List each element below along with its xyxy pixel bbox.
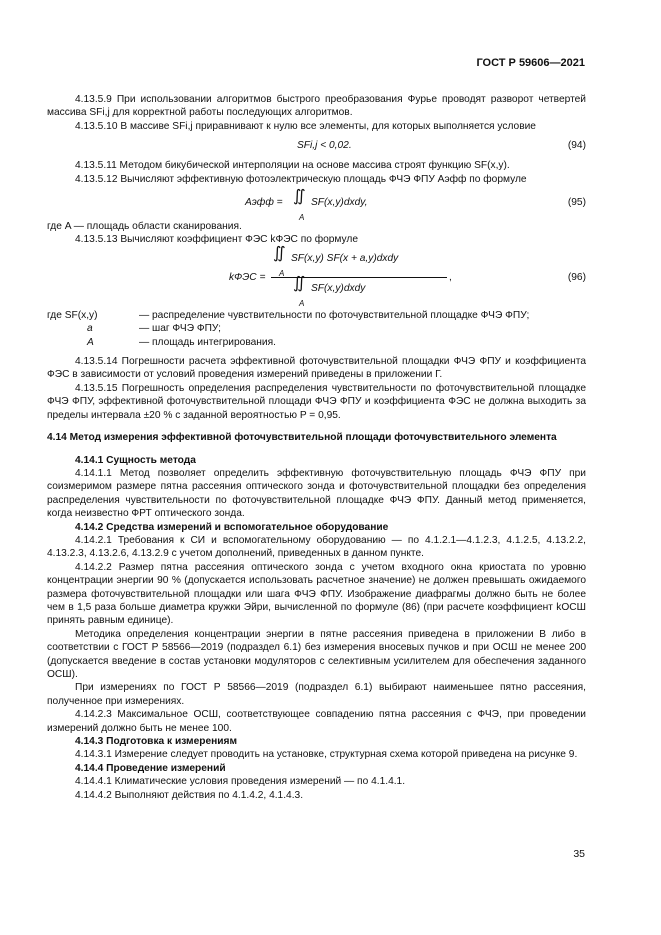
formula-95-body: SF(x,y)dxdy, <box>311 197 368 209</box>
paragraph-4-14-4-2: 4.14.4.2 Выполняют действия по 4.1.4.2, 4.1.4.3. <box>75 789 304 801</box>
paragraph-4-13-5-9: 4.13.5.9 При использовании алгоритмов быстрого преобразования Фурье проводят разворот четвертей массива SFi,j для корректной работы последующих алгоритмов. <box>47 94 586 119</box>
subsection-heading-4-14-4: 4.14.4 Проведение измерений <box>75 762 226 774</box>
where-list-item <box>47 336 586 349</box>
formula-96-number: (96) <box>567 271 586 283</box>
section-heading-4-14: 4.14 Метод измерения эффективной фоточувствительной площади фоточувствительного элемента <box>47 432 557 444</box>
subsection-heading-4-14-3: 4.14.3 Подготовка к измерениям <box>75 736 238 748</box>
formula-95-integral: ∬ <box>293 188 306 206</box>
where-list-item <box>47 309 586 322</box>
where-symbol: a <box>87 323 93 335</box>
formula-96-limit-top: A <box>279 268 285 278</box>
formula-96-integral-bottom: ∬ <box>293 274 306 292</box>
where-list-item <box>47 322 586 335</box>
formula-95-lhs: Aэфф = <box>245 197 283 209</box>
where-text: — распределение чувствительности по фоточувствительной площадке ФЧЭ ФПУ; <box>139 309 530 321</box>
subsection-heading-4-14-1: 4.14.1 Сущность метода <box>75 454 196 466</box>
formula-95-limit: A <box>299 213 305 223</box>
paragraph-gost: При измерениях по ГОСТ Р 58566—2019 (подраздел 6.1) выбирают наименьшее пятно рассеяния, полученное при измерениях. <box>47 682 586 707</box>
paragraph-4-14-3-1: 4.14.3.1 Измерение следует проводить на установке, структурная схема которой приведена на рисунке 9. <box>75 749 578 761</box>
formula-96-comma: , <box>449 271 452 283</box>
where-a-area: где A — площадь области сканирования. <box>47 221 242 233</box>
paragraph-4-14-1-1: 4.14.1.1 Метод позволяет определить эффективную фоточувствительную площадь ФЧЭ ФПУ при соизмеримом размере пятна рассеяния оптического зонда и фоточувствительной площадки без определения распределения чувствительности по фоточувствительной площадке ФЧЭ ФПУ. Данный метод применяется, когда неизвестно ФРТ оптического зонда. <box>47 467 586 520</box>
paragraph-4-13-5-11: 4.13.5.11 Методом бикубической интерполяции на основе массива строят функцию SF(x,y). <box>75 160 510 172</box>
formula-96-limit-bottom: A <box>299 298 305 308</box>
paragraph-4-13-5-13: 4.13.5.13 Вычисляют коэффициент ФЭС kФЭС по формуле <box>75 234 359 246</box>
paragraph-4-14-2-2: 4.14.2.2 Размер пятна рассеяния оптического зонда с учетом входного окна криостата по уровню концентрации энергии 90 % (допускается использовать расчетное значение) не должен превышать ожидаемого размера фоточувствительной площадки или шага ФЧЭ ФПУ. Изображение диафрагмы должно быть не более чем в 1,5 раза больше диаметра кружки Эйри, вычисленной по формуле (86) (при расчете коэффициент kОСШ принять равным единице). <box>47 561 586 627</box>
paragraph-4-14-4-1: 4.14.4.1 Климатические условия проведения измерений — по 4.1.4.1. <box>75 776 406 788</box>
formula-94 <box>47 133 586 159</box>
subsection-heading-4-14-2: 4.14.2 Средства измерений и вспомогательное оборудование <box>75 521 389 533</box>
paragraph-4-13-5-14: 4.13.5.14 Погрешности расчета эффективной фоточувствительной площадки ФЧЭ ФПУ и коэффициента ФЭС в зависимости от условий проведения измерений приведены в приложении Г. <box>47 356 586 381</box>
page-number: 35 <box>573 848 585 860</box>
formula-94-expr: SFi,j < 0,02. <box>297 140 352 152</box>
formula-96 <box>47 244 586 309</box>
formula-95 <box>47 186 586 223</box>
formula-95-number: (95) <box>567 197 586 209</box>
formula-96-numerator: SF(x,y) SF(x + a,y)dxdy <box>291 252 399 264</box>
where-text: — площадь интегрирования. <box>139 336 276 348</box>
where-symbol: где SF(x,y) <box>47 309 98 321</box>
formula-96-integral-top: ∬ <box>273 244 286 262</box>
formula-96-denominator: SF(x,y)dxdy <box>311 282 366 294</box>
paragraph-4-13-5-10: 4.13.5.10 В массиве SFi,j приравнивают к нулю все элементы, для которых выполняется условие <box>75 120 536 132</box>
document-id: ГОСТ Р 59606—2021 <box>476 57 585 69</box>
paragraph-4-14-2-3: 4.14.2.3 Максимальное ОСШ, соответствующее совпадению пятна рассеяния с ФЧЭ, при проведении измерений должно быть не менее 100. <box>47 709 586 734</box>
paragraph-4-13-5-15: 4.13.5.15 Погрешность определения распределения чувствительности по фоточувствительной площадке ФЧЭ ФПУ, эффективной фоточувствительной площади ФЧЭ ФПУ и коэффициента ФЭС не должна выходить за пределы интервала ±20 % с заданной вероятностью P = 0,95. <box>47 382 586 421</box>
where-symbol: A <box>87 336 94 348</box>
formula-96-lhs: kФЭС = <box>229 271 266 283</box>
formula-94-number: (94) <box>567 140 586 152</box>
page-body <box>47 93 586 802</box>
paragraph-4-13-5-12: 4.13.5.12 Вычисляют эффективную фотоэлектрическую площадь ФЧЭ ФПУ Aэфф по формуле <box>75 173 527 185</box>
where-text: — шаг ФЧЭ ФПУ; <box>139 323 222 335</box>
paragraph-method: Методика определения концентрации энергии в пятне рассеяния приведена в приложении В либо в соответствии с ГОСТ Р 58566—2019 (подраздел 6.1) без измерения вносевых пучков и при ОСШ не менее 200 (допускается введение в состав установки модуляторов с селективным усилителем для обеспечения заданного ОСШ). <box>47 628 586 680</box>
paragraph-4-14-2-1: 4.14.2.1 Требования к СИ и вспомогательному оборудованию — по 4.1.2.1—4.1.2.3, 4.1.2.5, 4.13.2.2, 4.13.2.3, 4.13.2.6, 4.13.2.9 с учетом дополнений, приведенных в данном пункте. <box>47 534 586 560</box>
